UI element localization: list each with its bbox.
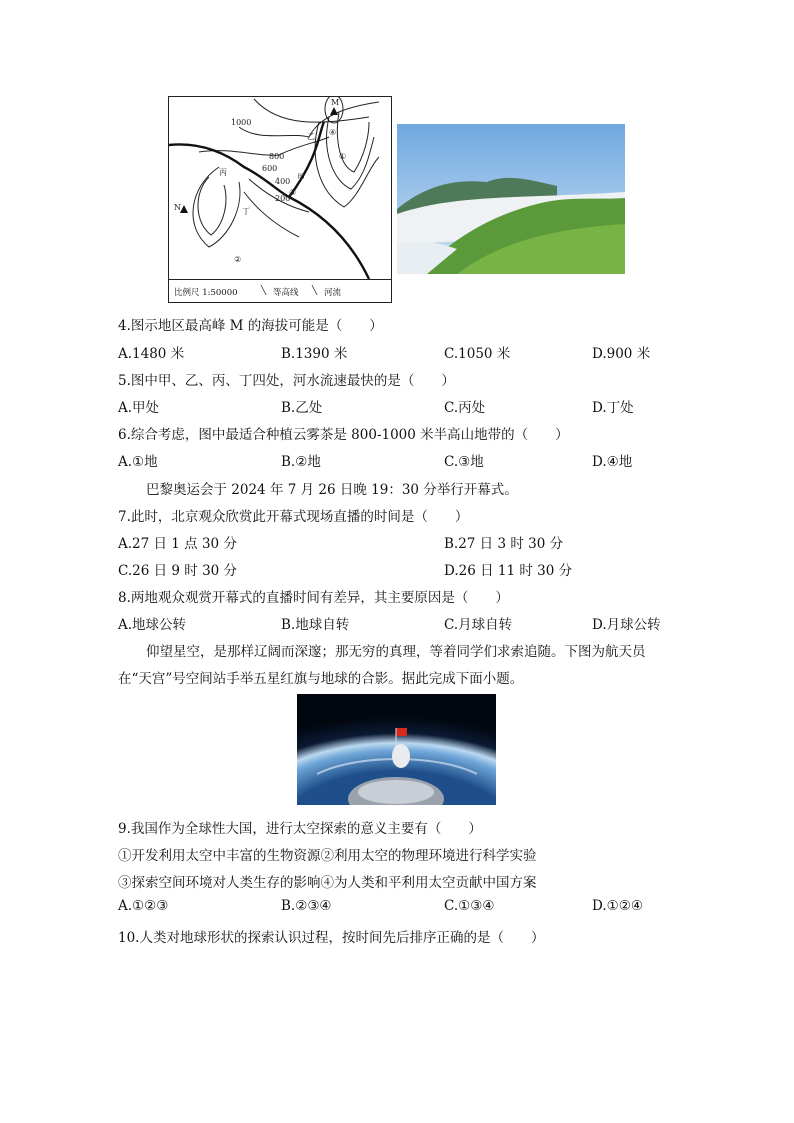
topographic-map [168,96,392,303]
question-5-stem: 5.图中甲、乙、丙、丁四处，河水流速最快的是（ ） [118,373,455,389]
place-label-yi: 乙 [307,132,315,141]
mountain-tea-photo [397,124,625,274]
passage-olympics: 巴黎奥运会于 2024 年 7 月 26 日晚 19：30 分举行开幕式。 [146,482,518,498]
question-8-stem: 8.两地观众观赏开幕式的直播时间有差异，其主要原因是（ ） [118,590,509,606]
q7-option-a[interactable]: A.27 日 1 点 30 分 [118,536,237,552]
q4-option-d[interactable]: D.900 米 [592,346,651,362]
q6-option-a[interactable]: A.①地 [118,454,158,470]
place-label-ding: 丁 [242,207,250,216]
q9-option-d[interactable]: D.①②④ [592,898,643,914]
q4-option-b[interactable]: B.1390 米 [281,346,348,362]
q8-option-a[interactable]: A.地球公转 [118,617,187,633]
q8-option-c[interactable]: C.月球自转 [444,617,513,633]
q7-option-b[interactable]: B.27 日 3 时 30 分 [444,536,564,552]
q9-option-b[interactable]: B.②③④ [281,898,332,914]
legend-scale: 比例尺 1:50000 [174,288,238,298]
question-6-stem: 6.综合考虑，图中最适合种植云雾茶是 800-1000 米半高山地带的（ ） [118,427,569,443]
place-label-bing: 丙 [219,168,227,177]
question-4-stem: 4.图示地区最高峰 M 的海拔可能是（ ） [118,318,383,334]
q6-option-d[interactable]: D.④地 [592,454,633,470]
peak-label-n: N [174,203,181,212]
q9-statement-line2: ③探索空间环境对人类生存的影响④为人类和平利用太空贡献中国方案 [118,875,537,891]
contour-map-svg [169,97,391,280]
contour-label-200: 200 [275,194,291,203]
q8-option-d[interactable]: D.月球公转 [592,617,661,633]
contour-label-400: 400 [275,177,291,186]
passage-space-line2: 在“天宫”号空间站手举五星红旗与地球的合影。据此完成下面小题。 [118,671,524,687]
q5-option-a[interactable]: A.甲处 [118,400,160,416]
question-10-stem: 10.人类对地球形状的探索认识过程，按时间先后排序正确的是（ ） [118,930,545,946]
q9-option-c[interactable]: C.①③④ [444,898,495,914]
legend-river-icon: ╲ [312,286,318,296]
q6-option-c[interactable]: C.③地 [444,454,484,470]
q9-statement-line1: ①开发利用太空中丰富的生物资源②利用太空的物理环境进行科学实验 [118,848,537,864]
place-label-jia: 甲 [297,173,305,182]
area-label-1: ① [339,152,347,161]
question-7-stem: 7.此时，北京观众欣赏此开幕式现场直播的时间是（ ） [118,509,469,525]
contour-label-1000: 1000 [231,118,252,127]
area-label-2: ② [234,255,242,264]
legend-contour-icon: ╲ [261,286,267,296]
q5-option-b[interactable]: B.乙处 [281,400,323,416]
map-legend [169,279,391,302]
peak-label-m: M [331,98,340,107]
q4-option-a[interactable]: A.1480 米 [118,346,185,362]
contour-label-800: 800 [269,152,285,161]
area-label-3: ③ [289,188,297,197]
area-label-4: ④ [329,128,337,137]
q4-option-c[interactable]: C.1050 米 [444,346,511,362]
astronaut-earth-photo [297,694,496,805]
contour-label-600: 600 [262,164,278,173]
q5-option-d[interactable]: D.丁处 [592,400,634,416]
q6-option-b[interactable]: B.②地 [281,454,321,470]
legend-river: 河流 [324,288,342,298]
q7-option-c[interactable]: C.26 日 9 时 30 分 [118,563,238,579]
q9-option-a[interactable]: A.①②③ [118,898,169,914]
passage-space-line1: 仰望星空，是那样辽阔而深邃；那无穷的真理，等着同学们求索追随。下图为航天员 [146,644,646,660]
q8-option-b[interactable]: B.地球自转 [281,617,350,633]
legend-contour: 等高线 [273,288,299,298]
q5-option-c[interactable]: C.丙处 [444,400,486,416]
q7-option-d[interactable]: D.26 日 11 时 30 分 [444,563,573,579]
question-9-stem: 9.我国作为全球性大国，进行太空探索的意义主要有（ ） [118,821,482,837]
